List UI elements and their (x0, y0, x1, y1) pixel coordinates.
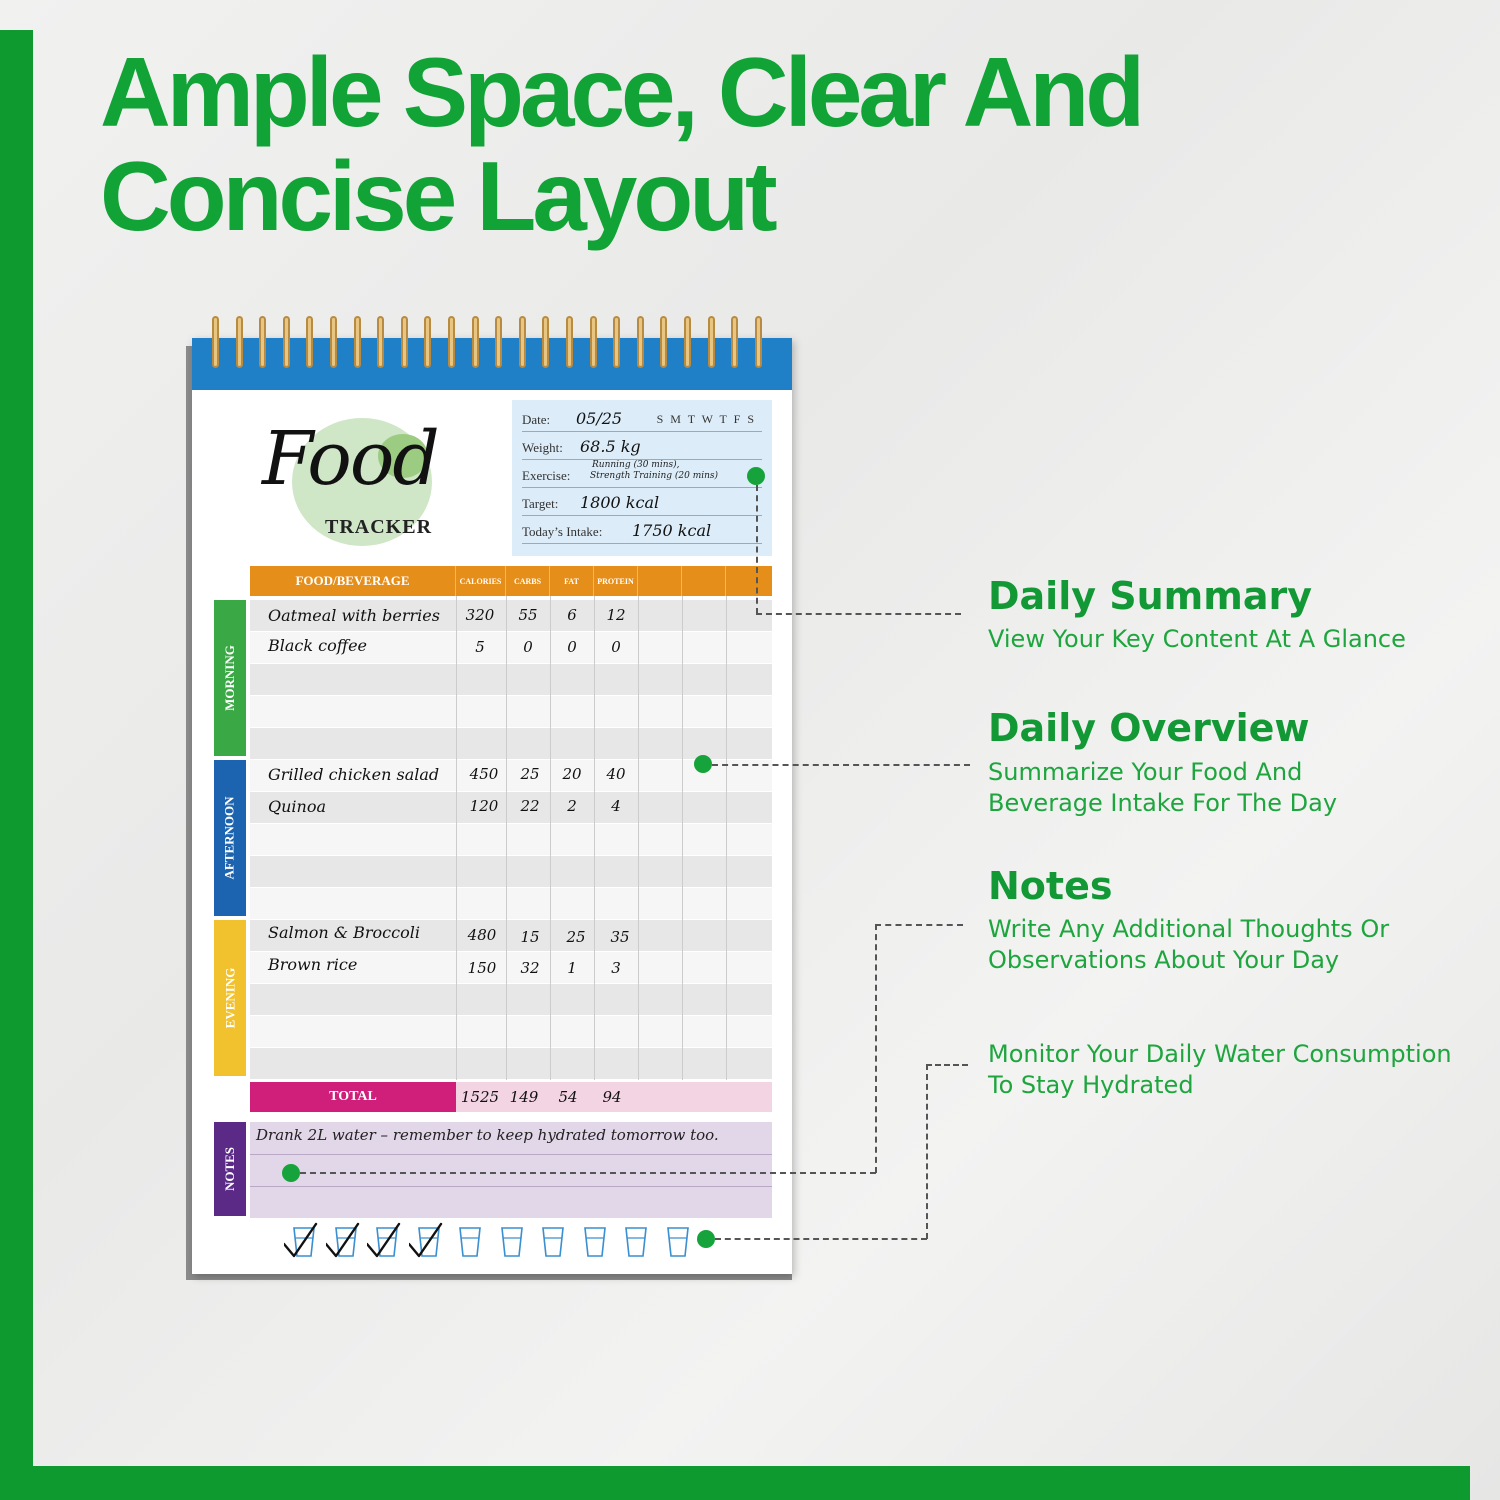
protein-cell: 12 (606, 606, 626, 624)
food-cell: Black coffee (268, 636, 368, 655)
calories-cell: 480 (467, 926, 497, 944)
weight-label: Weight: (522, 440, 563, 455)
headline-line-2: Concise Layout (100, 141, 774, 251)
feature-desc-water (988, 1039, 1452, 1101)
intake-row (522, 516, 762, 544)
carbs-cell: 55 (518, 606, 538, 624)
callout-dot-overview (694, 755, 712, 773)
water-cup-icon[interactable] (492, 1222, 532, 1266)
notes-ruled-line (250, 1186, 772, 1187)
feature-desc-notes (988, 914, 1389, 976)
food-cell: Oatmeal with berries (268, 606, 440, 625)
intake-value[interactable]: 1750 kcal (632, 521, 712, 540)
headline-line-1: Ample Space, Clear And (100, 37, 1142, 147)
spiral-coil (519, 316, 526, 368)
spiral-coil (590, 316, 597, 368)
section-tab-evening (214, 920, 246, 1076)
column-divider (550, 596, 551, 1080)
food-cell: Brown rice (268, 955, 358, 974)
connector-line (712, 764, 970, 766)
spiral-coil (660, 316, 667, 368)
connector-line (926, 1064, 968, 1066)
table-row[interactable] (250, 920, 772, 951)
logo-food-word: Food (262, 416, 438, 502)
column-header-protein: PROTEIN (594, 566, 638, 596)
spiral-coil (212, 316, 219, 368)
feature-desc-line: Observations About Your Day (988, 946, 1340, 974)
protein-cell: 40 (606, 765, 626, 783)
feature-title-daily-summary: Daily Summary (988, 574, 1313, 618)
protein-cell: 0 (611, 638, 621, 656)
calories-cell: 450 (469, 765, 499, 783)
exercise-label: Exercise: (522, 468, 571, 483)
connector-line (715, 1238, 927, 1240)
carbs-cell: 15 (520, 928, 540, 946)
column-divider (682, 596, 683, 1080)
fat-cell: 2 (567, 797, 577, 815)
column-header-blank-2 (682, 566, 726, 596)
protein-cell: 3 (611, 959, 621, 977)
food-cell: Salmon & Broccoli (268, 923, 420, 942)
column-divider (726, 596, 727, 1080)
total-carbs: 149 (509, 1088, 539, 1106)
feature-title-daily-overview: Daily Overview (988, 706, 1310, 750)
callout-dot-summary (747, 467, 765, 485)
section-tab-morning (214, 600, 246, 756)
spiral-coil (613, 316, 620, 368)
notes-ruled-line (250, 1154, 772, 1155)
exercise-row (522, 460, 762, 488)
total-row (250, 1082, 772, 1112)
food-cell: Quinoa (268, 797, 327, 816)
fat-cell: 1 (567, 959, 577, 977)
spiral-coil (236, 316, 243, 368)
notes-text: Drank 2L water – remember to keep hydrated tomorrow too. (256, 1126, 719, 1144)
spiral-coil (755, 316, 762, 368)
table-row[interactable] (250, 1048, 772, 1079)
feature-desc-line: Beverage Intake For The Day (988, 789, 1338, 817)
column-divider (638, 596, 639, 1080)
spiral-coil (377, 316, 384, 368)
carbs-cell: 25 (520, 765, 540, 783)
table-row[interactable] (250, 952, 772, 983)
spiral-coil (448, 316, 455, 368)
table-row[interactable] (250, 888, 772, 919)
spiral-coil (401, 316, 408, 368)
section-tab-afternoon (214, 760, 246, 916)
column-header-food: FOOD/BEVERAGE (250, 566, 456, 596)
water-cup-icon[interactable] (616, 1222, 656, 1266)
date-value[interactable]: 05/25 (576, 409, 623, 428)
fat-cell: 20 (562, 765, 582, 783)
fat-cell: 0 (567, 638, 577, 656)
spiral-coil (495, 316, 502, 368)
section-label-morning: MORNING (222, 645, 237, 711)
feature-desc-line: Write Any Additional Thoughts Or (988, 915, 1390, 943)
table-row[interactable] (250, 728, 772, 759)
weekday-selector[interactable]: S M T W T F S (656, 412, 756, 426)
column-divider (506, 596, 507, 1080)
column-header-calories: CALORIES (456, 566, 506, 596)
column-divider (594, 596, 595, 1080)
calories-cell: 150 (467, 959, 497, 977)
section-label-evening: EVENING (222, 967, 237, 1029)
spiral-coil (424, 316, 431, 368)
water-cup-checked-icon[interactable] (284, 1222, 324, 1266)
food-cell: Grilled chicken salad (268, 765, 440, 784)
date-row (522, 404, 762, 432)
column-header-blank-1 (638, 566, 682, 596)
feature-desc-line: Monitor Your Daily Water Consumption (988, 1040, 1452, 1068)
weight-value[interactable]: 68.5 kg (580, 437, 641, 456)
water-cup-icon[interactable] (575, 1222, 615, 1266)
feature-desc-line: To Stay Hydrated (988, 1071, 1194, 1099)
notes-area[interactable] (250, 1122, 772, 1218)
column-header-fat: FAT (550, 566, 594, 596)
target-value[interactable]: 1800 kcal (580, 493, 660, 512)
feature-desc-line: View Your Key Content At A Glance (988, 625, 1406, 653)
frame-border-bottom (0, 1466, 1470, 1500)
logo-tracker-word: TRACKER (325, 516, 433, 538)
target-row (522, 488, 762, 516)
table-row[interactable] (250, 664, 772, 695)
spiral-coil (637, 316, 644, 368)
connector-line (756, 613, 961, 615)
feature-desc-daily-summary (988, 624, 1406, 655)
connector-line (756, 485, 758, 614)
connector-line (875, 924, 877, 1173)
fat-cell: 6 (567, 606, 577, 624)
water-cup-icon[interactable] (658, 1222, 698, 1266)
calories-cell: 120 (469, 797, 499, 815)
connector-line (875, 924, 963, 926)
weight-row (522, 432, 762, 460)
carbs-cell: 0 (523, 638, 533, 656)
table-row[interactable] (250, 856, 772, 887)
spiral-coil (259, 316, 266, 368)
target-label: Target: (522, 496, 559, 511)
spiral-coil (684, 316, 691, 368)
table-row[interactable] (250, 1016, 772, 1047)
table-row[interactable] (250, 824, 772, 855)
table-row[interactable] (250, 632, 772, 663)
total-protein: 94 (602, 1088, 622, 1106)
spiral-coil (354, 316, 361, 368)
table-row[interactable] (250, 600, 772, 631)
column-header-blank-3 (726, 566, 772, 596)
section-tab-notes (214, 1122, 246, 1216)
feature-desc-daily-overview (988, 757, 1337, 819)
protein-cell: 4 (611, 797, 621, 815)
carbs-cell: 22 (520, 797, 540, 815)
spiral-coil (306, 316, 313, 368)
exercise-value-line-2: Strength Training (20 mins) (590, 471, 719, 481)
connector-line (300, 1172, 876, 1174)
water-cup-icon[interactable] (450, 1222, 490, 1266)
column-divider (456, 596, 457, 1080)
callout-dot-notes (282, 1164, 300, 1182)
calories-cell: 5 (475, 638, 485, 656)
table-header (250, 566, 772, 596)
headline (100, 37, 1300, 251)
carbs-cell: 32 (520, 959, 540, 977)
total-calories: 1525 (460, 1088, 500, 1106)
section-label-notes: NOTES (222, 1146, 238, 1192)
callout-dot-water (697, 1230, 715, 1248)
spiral-binding (212, 316, 782, 368)
water-cup-checked-icon[interactable] (409, 1222, 449, 1266)
protein-cell: 35 (610, 928, 630, 946)
spiral-coil (542, 316, 549, 368)
water-cup-checked-icon[interactable] (367, 1222, 407, 1266)
date-label: Date: (522, 412, 551, 427)
exercise-value[interactable] (590, 460, 718, 482)
notepad (192, 338, 792, 1274)
daily-summary-box (512, 400, 772, 556)
spiral-coil (472, 316, 479, 368)
column-header-carbs: CARBS (506, 566, 550, 596)
spiral-coil (731, 316, 738, 368)
frame-border-left (0, 30, 33, 1500)
feature-title-notes: Notes (988, 864, 1113, 908)
connector-line (926, 1064, 928, 1239)
feature-desc-line: Summarize Your Food And (988, 758, 1303, 786)
total-label: TOTAL (250, 1082, 456, 1112)
fat-cell: 25 (566, 928, 586, 946)
table-row[interactable] (250, 696, 772, 727)
intake-label: Today’s Intake: (522, 524, 603, 539)
water-cup-icon[interactable] (533, 1222, 573, 1266)
section-label-afternoon: AFTERNOON (222, 796, 237, 880)
table-row[interactable] (250, 792, 772, 823)
spiral-coil (330, 316, 337, 368)
table-row[interactable] (250, 984, 772, 1015)
spiral-coil (566, 316, 573, 368)
water-cup-checked-icon[interactable] (326, 1222, 366, 1266)
spiral-coil (708, 316, 715, 368)
exercise-value-line-1: Running (30 mins), (592, 460, 680, 470)
water-tracker (284, 1222, 704, 1262)
spiral-coil (283, 316, 290, 368)
total-fat: 54 (558, 1088, 578, 1106)
calories-cell: 320 (465, 606, 495, 624)
